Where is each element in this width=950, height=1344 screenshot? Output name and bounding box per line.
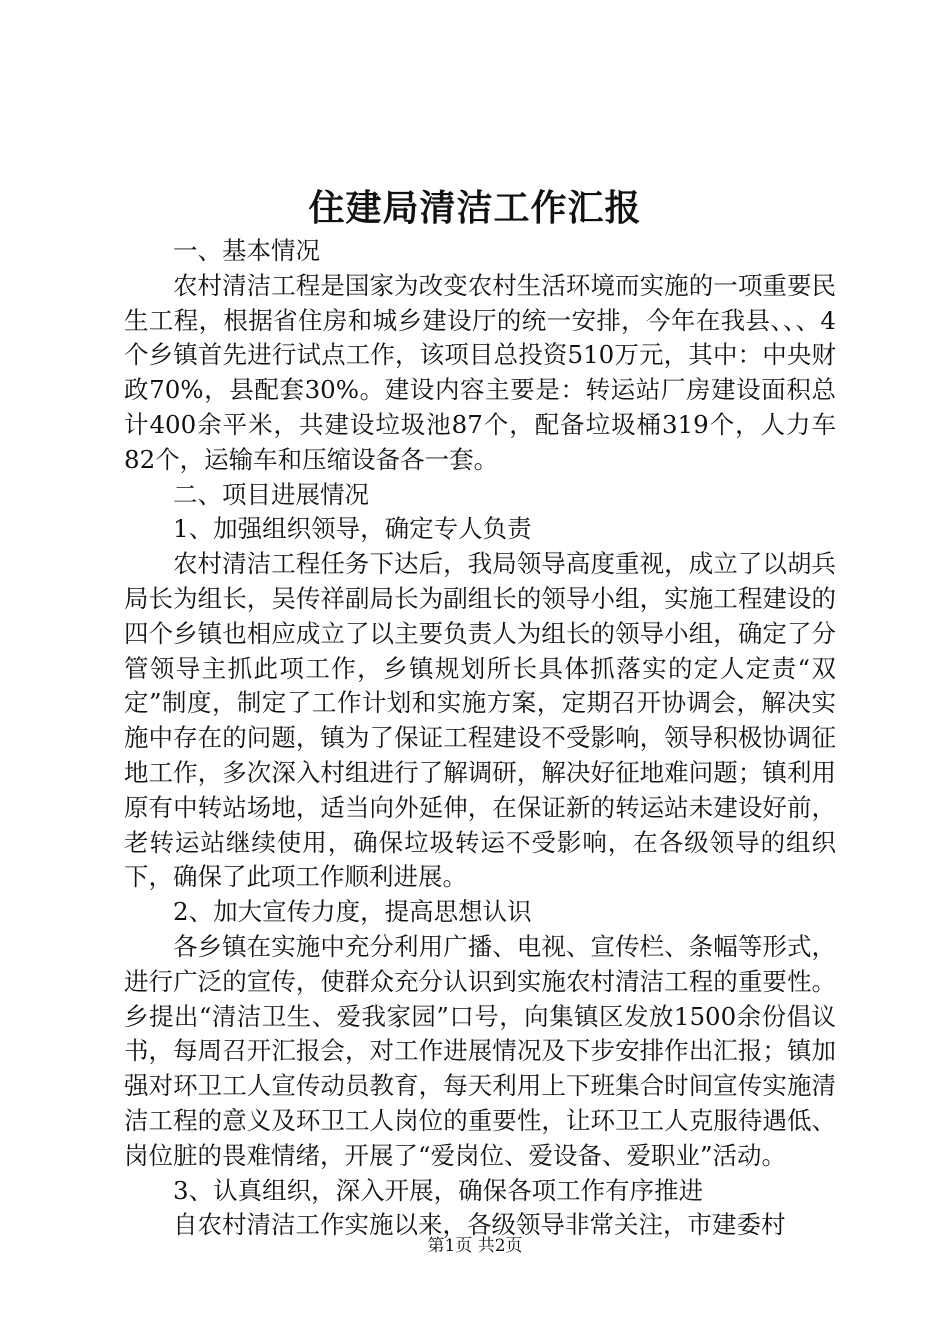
subheading-organization: 1、加强组织领导，确定专人负责 — [173, 514, 532, 544]
paragraph-basic-info: 农村清洁工程是国家为改变农村生活环境而实施的一项重要民生工程，根据省住房和城乡建设厅的统一安排，今年在我县、、、4个乡镇首先进行试点工作，该项目总投资510万元，其中：中央财政70%，县配套30%。建设内容主要是：转运站厂房建设面积总计400余平米，共建设垃圾池87个，配备垃圾桶319个，人力车82个，运输车和压缩设备各一套。 — [124, 270, 836, 474]
subheading-publicity: 2、加大宣传力度，提高思想认识 — [173, 897, 532, 927]
page-footer: 第1页 共2页 — [427, 1236, 523, 1256]
subheading-implementation: 3、认真组织，深入开展，确保各项工作有序推进 — [173, 1175, 704, 1205]
paragraph-publicity: 各乡镇在实施中充分利用广播、电视、宣传栏、条幅等形式，进行广泛的宣传，使群众充分认识到实施农村清洁工程的重要性。乡提出“清洁卫生、爱我家园”口号，向集镇区发放1500余份倡议书，每周召开汇报会，对工作进展情况及下步安排作出汇报；镇加强对环卫工人宣传动员教育，每天利用上下班集合时间宣传实施清洁工程的意义及环卫工人岗位的重要性，让环卫工人克服待遇低、岗位脏的畏难情绪，开展了“爱岗位、爱设备、爱职业”活动。 — [124, 931, 836, 1170]
section-heading-basic-info: 一、基本情况 — [173, 236, 320, 265]
paragraph-implementation: 自农村清洁工作实施以来，各级领导非常关注，市建委村 — [173, 1210, 786, 1240]
paragraph-organization: 农村清洁工程任务下达后，我局领导高度重视，成立了以胡兵局长为组长，吴传祥副局长为副组长的领导小组，实施工程建设的四个乡镇也相应成立了以主要负责人为组长的领导小组，确定了分管领导主抓此项工作，乡镇规划所长具体抓落实的定人定责“双定”制度，制定了工作计划和实施方案，定期召开协调会，解决实施中存在的问题，镇为了保证工程建设不受影响，领导积极协调征地工作，多次深入村组进行了解调研，解决好征地难问题；镇利用原有中转站场地，适当向外延伸，在保证新的转运站未建设好前，老转运站继续使用，确保垃圾转运不受影响，在各级领导的组织下，确保了此项工作顺利进展。 — [124, 549, 836, 892]
section-heading-progress: 二、项目进展情况 — [173, 479, 369, 509]
document-body — [124, 234, 836, 1243]
document-title: 住建局清洁工作汇报 — [308, 187, 642, 229]
